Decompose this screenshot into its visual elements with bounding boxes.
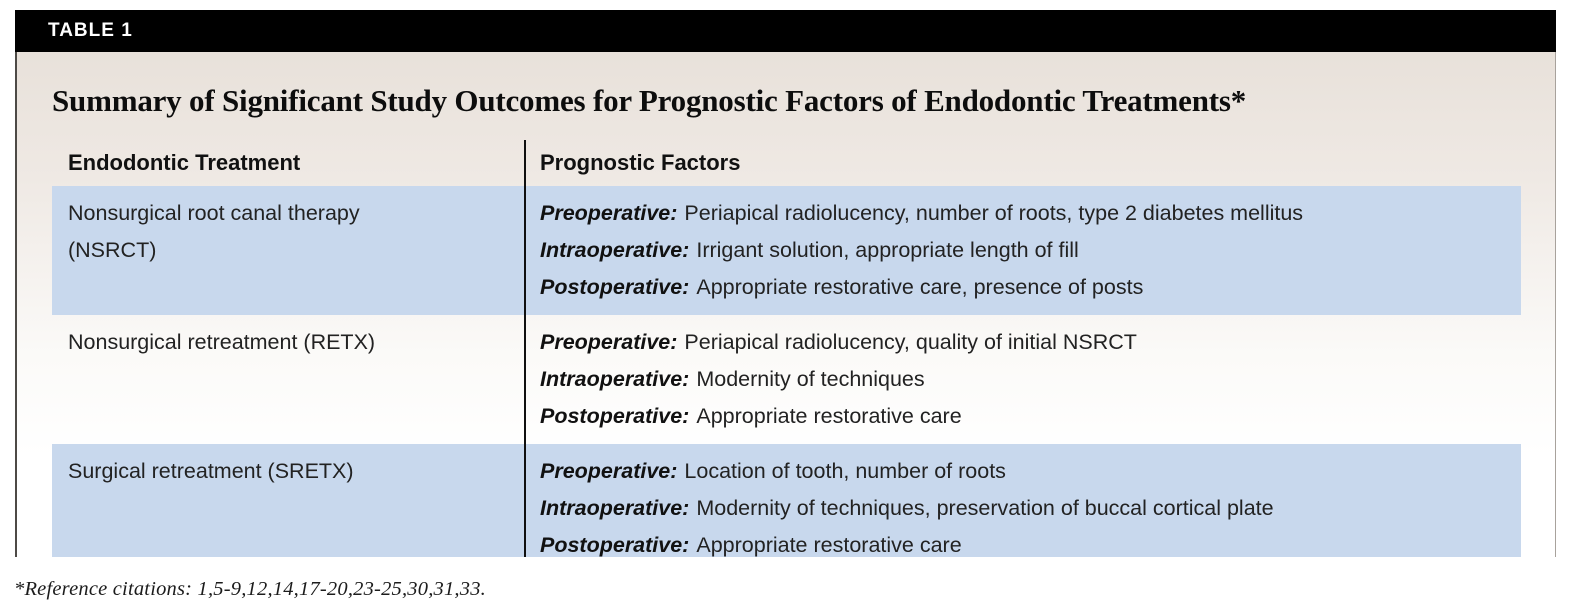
factor-line-postoperative <box>540 527 1505 557</box>
treatment-name: Nonsurgical root canal therapy (NSRCT) <box>68 201 360 262</box>
treatment-cell <box>52 315 524 444</box>
factor-phase-label: Postoperative: <box>540 404 690 428</box>
factor-text: Appropriate restorative care <box>696 533 962 557</box>
factor-phase-label: Intraoperative: <box>540 238 690 262</box>
factors-cell <box>524 186 1521 315</box>
table-header-row <box>52 140 1521 186</box>
table-number-bar <box>15 10 1556 52</box>
treatment-name: Nonsurgical retreatment (RETX) <box>68 330 376 354</box>
factor-text: Periapical radiolucency, quality of initial NSRCT <box>684 330 1137 354</box>
treatment-cell <box>52 186 524 315</box>
factor-phase-label: Preoperative: <box>540 330 678 354</box>
column-header-endodontic-treatment: Endodontic Treatment <box>68 150 301 175</box>
treatment-name: Surgical retreatment (SRETX) <box>68 459 354 483</box>
factor-line-preoperative <box>540 324 1505 361</box>
factor-text: Periapical radiolucency, number of roots, type 2 diabetes mellitus <box>684 201 1304 225</box>
factor-phase-label: Intraoperative: <box>540 367 690 391</box>
factor-text: Appropriate restorative care, presence of posts <box>696 275 1144 299</box>
factors-list <box>540 315 1505 444</box>
table-title: Summary of Significant Study Outcomes for Prognostic Factors of Endodontic Treatments* <box>52 83 1247 118</box>
table-row-sretx <box>52 444 1521 557</box>
factor-phase-label: Postoperative: <box>540 533 690 557</box>
data-table <box>52 140 1521 557</box>
factor-phase-label: Intraoperative: <box>540 496 690 520</box>
factor-text: Modernity of techniques <box>696 367 925 391</box>
table-panel-body <box>15 52 1556 557</box>
column-divider <box>524 140 526 557</box>
factor-line-postoperative <box>540 398 1505 435</box>
column-header-prognostic-factors: Prognostic Factors <box>540 150 741 175</box>
factor-phase-label: Preoperative: <box>540 201 678 225</box>
table-row-nsrct <box>52 186 1521 315</box>
factor-text: Appropriate restorative care <box>696 404 962 428</box>
table-row-retx <box>52 315 1521 444</box>
factors-cell <box>524 444 1521 557</box>
factor-line-preoperative <box>540 453 1505 490</box>
factor-text: Irrigant solution, appropriate length of fill <box>696 238 1079 262</box>
factors-list <box>540 186 1505 315</box>
factors-list <box>540 444 1505 557</box>
factor-text: Modernity of techniques, preservation of buccal cortical plate <box>696 496 1274 520</box>
table-number-label: TABLE 1 <box>48 20 133 41</box>
factor-phase-label: Postoperative: <box>540 275 690 299</box>
factor-line-intraoperative <box>540 490 1505 527</box>
factor-line-postoperative <box>540 269 1505 306</box>
factors-cell <box>524 315 1521 444</box>
factor-line-intraoperative <box>540 232 1505 269</box>
table-panel <box>15 10 1556 557</box>
treatment-cell <box>52 444 524 557</box>
factor-phase-label: Preoperative: <box>540 459 678 483</box>
factor-text: Location of tooth, number of roots <box>684 459 1006 483</box>
factor-line-intraoperative <box>540 361 1505 398</box>
footnote: *Reference citations: 1,5-9,12,14,17-20,23-25,30,31,33. <box>14 578 486 600</box>
factor-line-preoperative <box>540 195 1505 232</box>
